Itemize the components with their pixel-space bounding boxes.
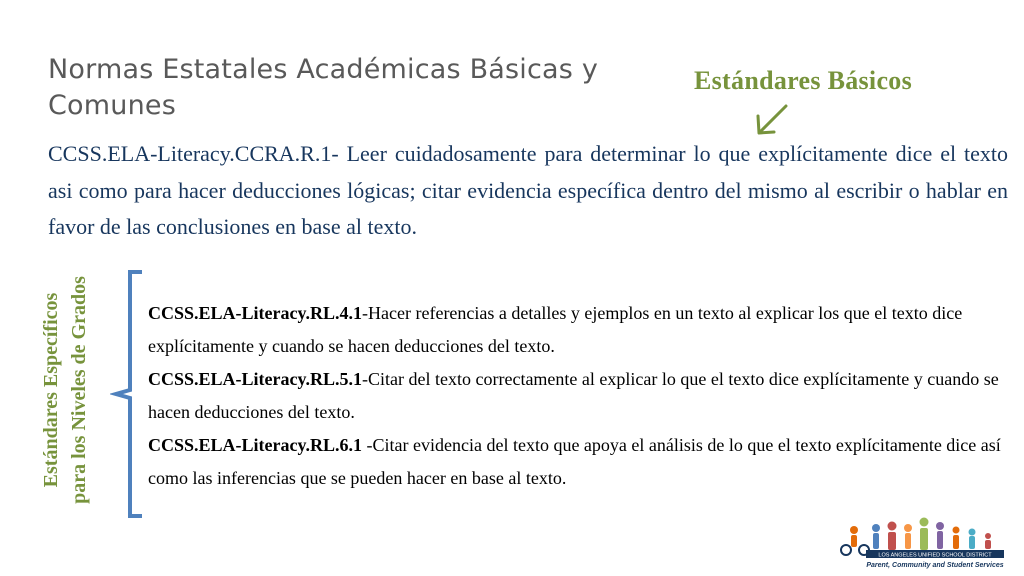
grade-level-standards-label xyxy=(36,255,94,525)
left-bracket-icon xyxy=(110,268,150,520)
standard-code: CCSS.ELA-Literacy.RL.6.1 xyxy=(148,435,363,455)
standard-code: CCSS.ELA-Literacy.RL.5.1 xyxy=(148,369,363,389)
standard-description: -Hacer referencias a detalles y ejemplos en un texto al explicar los que el texto dice explícitamente y cuando se hacen deducciones del texto. xyxy=(148,303,963,356)
standard-description: -Citar del texto correctamente al explicar lo que el texto dice explícitamente y cuando se hacen deducciones del texto. xyxy=(148,369,999,422)
vertical-label-line1: Estándares Específicos xyxy=(40,292,62,488)
district-logo xyxy=(836,514,1006,570)
main-standard-text: CCSS.ELA-Literacy.CCRA.R.1- Leer cuidadosamente para determinar lo que explícitamente dice el texto asi como para hacer deducciones lógicas; citar evidencia específica dentro del mismo al escribir o hablar en favor de las conclusiones en base al texto. xyxy=(48,141,1008,239)
logo-figures-icon xyxy=(841,518,991,556)
basic-standards-label: Estándares Básicos xyxy=(694,66,913,95)
standard-code: CCSS.ELA-Literacy.RL.4.1 xyxy=(148,303,363,323)
logo-line1: LOS ANGELES UNIFIED SCHOOL DISTRICT xyxy=(878,552,992,559)
standard-item xyxy=(148,363,1016,429)
standard-item xyxy=(148,429,1016,495)
logo-line2: Parent, Community and Student Services xyxy=(866,562,1004,569)
grade-standards-list xyxy=(148,297,1016,495)
standard-description: -Citar evidencia del texto que apoya el análisis de lo que el texto explícitamente dice así como las inferencias que se pueden hacer en base al texto. xyxy=(148,435,1001,488)
standard-item xyxy=(148,297,1016,363)
vertical-label-line2: para los Niveles de Grados xyxy=(68,276,90,504)
arrow-down-left-icon xyxy=(752,102,792,138)
slide-title: Normas Estatales Académicas Básicas y Comunes xyxy=(48,54,599,121)
